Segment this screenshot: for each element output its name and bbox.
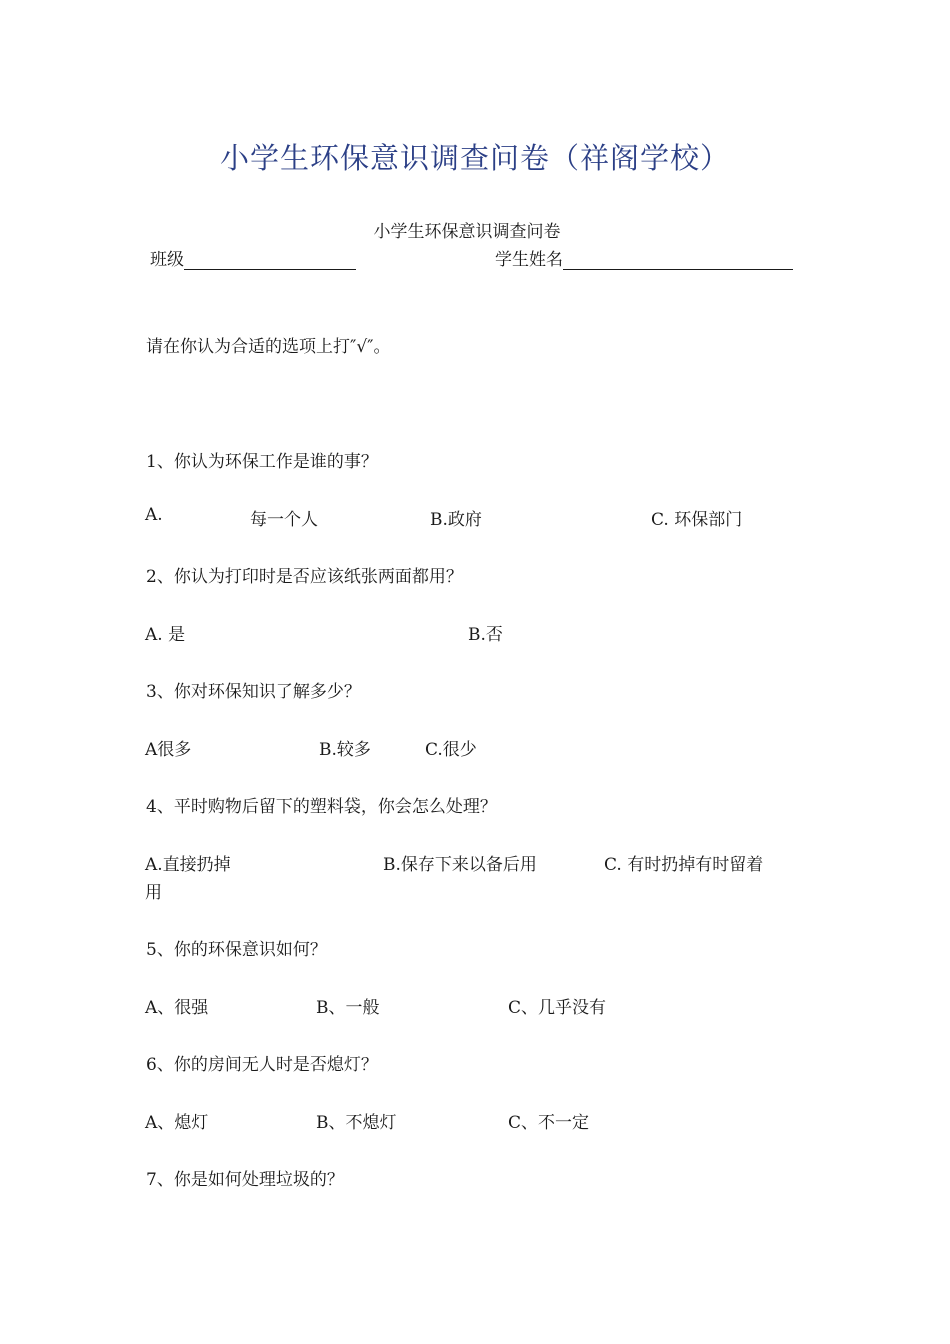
q1-option-b: B.政府: [430, 510, 482, 530]
q2-option-b: B.否: [468, 625, 503, 645]
q6-option-a: A、熄灯: [145, 1113, 209, 1133]
q2-option-a: A. 是: [145, 625, 186, 645]
question-3: 3、你对环保知识了解多少？: [146, 682, 361, 702]
q4-option-b: B.保存下来以备后用: [383, 855, 537, 875]
class-blank-line: [184, 249, 356, 270]
q4-option-a: A.直接扔掉: [145, 855, 231, 875]
class-field: [150, 245, 356, 270]
q4-option-c-wrap: 用: [145, 883, 162, 903]
student-name-label: 学生姓名: [495, 250, 563, 270]
q5-option-c: C、几乎没有: [508, 998, 607, 1018]
class-label: 班级: [150, 250, 184, 270]
q6-option-b: B、不熄灯: [316, 1113, 397, 1133]
q3-option-b: B.较多: [319, 740, 371, 760]
q5-option-b: B、一般: [316, 998, 380, 1018]
q3-option-a: A很多: [145, 740, 192, 760]
question-7: 7、你是如何处理垃圾的？: [146, 1170, 344, 1190]
q1-option-a-letter: A.: [145, 505, 163, 525]
question-5: 5、你的环保意识如何？: [146, 940, 327, 960]
q6-option-c: C、不一定: [508, 1113, 590, 1133]
instruction-text: 请在你认为合适的选项上打″√″。: [146, 337, 391, 357]
q4-option-c: C. 有时扔掉有时留着: [604, 855, 764, 875]
question-1: 1、你认为环保工作是谁的事？: [146, 452, 378, 472]
question-4: 4、平时购物后留下的塑料袋，你会怎么处理？: [146, 797, 497, 817]
student-name-blank-line: [563, 249, 793, 270]
q1-option-c: C. 环保部门: [651, 510, 743, 530]
q3-option-c: C.很少: [425, 740, 477, 760]
q5-option-a: A、很强: [145, 998, 209, 1018]
question-2: 2、你认为打印时是否应该纸张两面都用？: [146, 567, 463, 587]
main-title: 小学生环保意识调查问卷（祥阁学校）: [219, 141, 730, 175]
question-6: 6、你的房间无人时是否熄灯？: [146, 1055, 378, 1075]
student-name-field: [495, 245, 793, 270]
sub-title: 小学生环保意识调查问卷: [373, 222, 561, 242]
q1-option-a-text: 每一个人: [250, 510, 318, 530]
